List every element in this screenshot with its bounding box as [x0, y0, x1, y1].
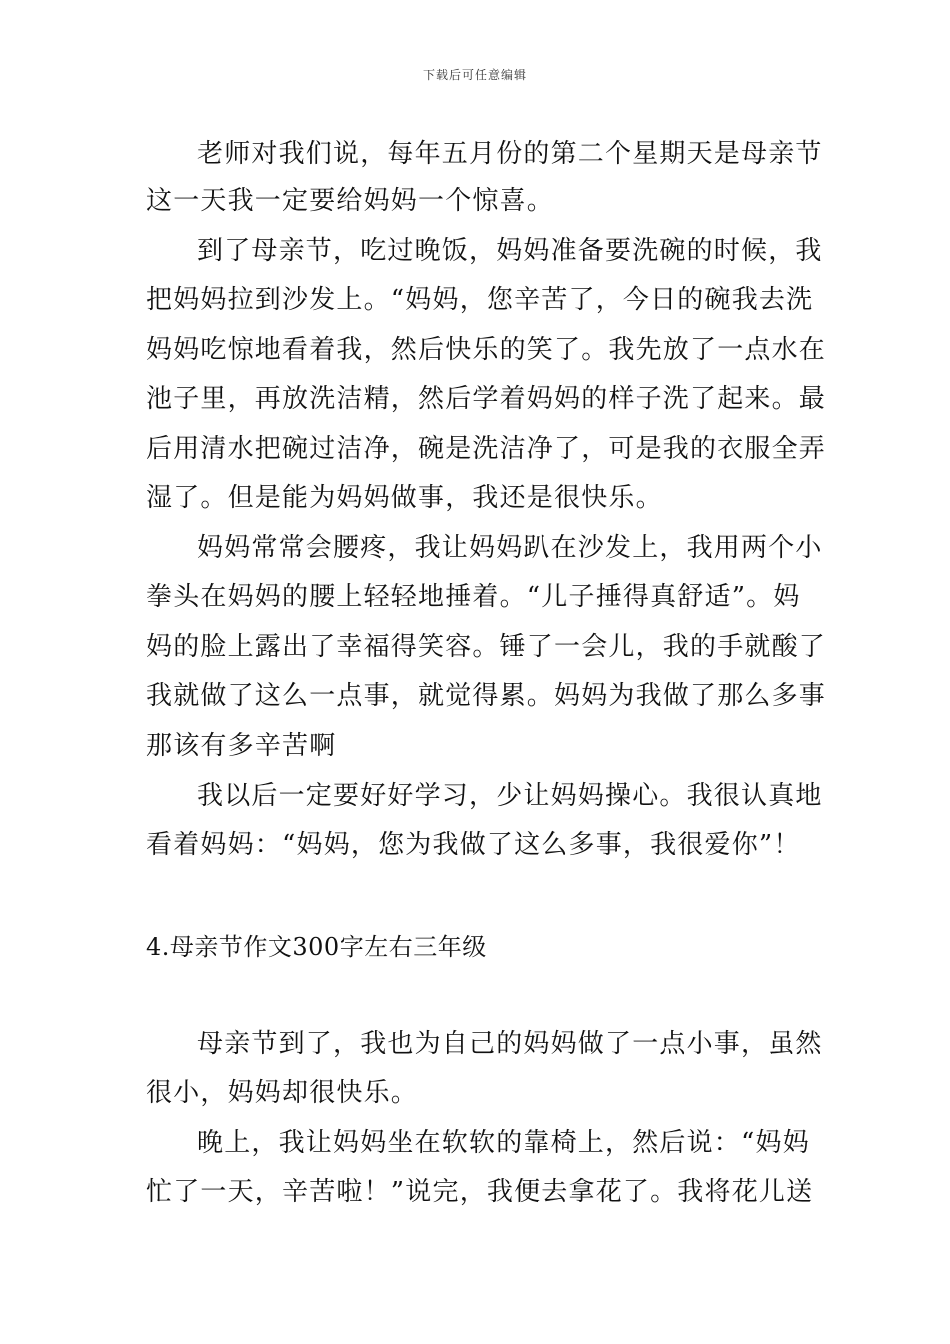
text-line: 湿了。但是能为妈妈做事，我还是很快乐。: [146, 483, 663, 513]
text-line: 这一天我一定要给妈妈一个惊喜。: [146, 186, 555, 216]
text-line: 妈的脸上露出了幸福得笑容。锤了一会儿，我的手就酸了: [146, 632, 827, 662]
text-line: 忙了一天，辛苦啦！”说完，我便去拿花了。我将花儿送: [146, 1177, 814, 1207]
text-line: 拳头在妈妈的腰上轻轻地捶着。“儿子捶得真舒适”。妈: [146, 582, 801, 612]
header-note: 下载后可任意编辑: [422, 68, 527, 82]
text-line: 看着妈妈：“妈妈，您为我做了这么多事，我很爱你”！: [146, 830, 801, 860]
text-line: 我就做了这么一点事，就觉得累。妈妈为我做了那么多事: [146, 681, 827, 711]
text-line: 母亲节到了，我也为自己的妈妈做了一点小事，虽然: [197, 1029, 823, 1059]
text-line: 晚上，我让妈妈坐在软软的靠椅上，然后说：“妈妈: [197, 1128, 810, 1158]
text-line: 到了母亲节，吃过晚饭，妈妈准备要洗碗的时候，我: [197, 236, 823, 266]
text-line: 很小，妈妈却很快乐。: [146, 1078, 419, 1108]
text-line: 妈妈吃惊地看着我，然后快乐的笑了。我先放了一点水在: [146, 335, 827, 365]
text-line: 老师对我们说，每年五月份的第二个星期天是母亲节: [197, 139, 823, 169]
text-line: 那该有多辛苦啊: [146, 731, 337, 761]
section-heading: 4.母亲节作文300字左右三年级: [146, 933, 487, 961]
text-line: 把妈妈拉到沙发上。“妈妈，您辛苦了，今日的碗我去洗: [146, 285, 814, 315]
text-line: 池子里，再放洗洁精，然后学着妈妈的样子洗了起来。最: [146, 384, 827, 414]
text-line: 后用清水把碗过洁净，碗是洗洁净了，可是我的衣服全弄: [146, 434, 827, 464]
text-line: 妈妈常常会腰疼，我让妈妈趴在沙发上，我用两个小: [197, 533, 823, 563]
text-line: 我以后一定要好好学习，少让妈妈操心。我很认真地: [197, 781, 823, 811]
